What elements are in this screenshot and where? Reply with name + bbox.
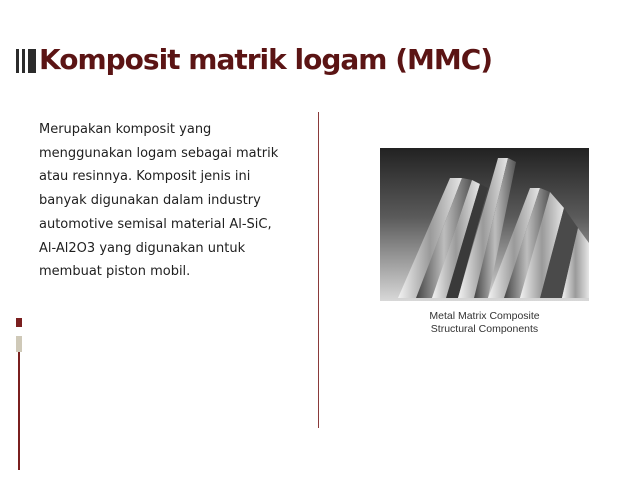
left-accent-strip [16, 318, 22, 470]
caption-line: Structural Components [430, 323, 539, 335]
title-bar-stripe [22, 49, 25, 73]
body-line: atau resinnya. Komposit jenis ini [39, 169, 251, 185]
caption-line: Metal Matrix Composite [429, 310, 540, 322]
title-bar-decoration [16, 49, 36, 73]
accent-block [16, 336, 22, 352]
slide-body-text [39, 118, 314, 284]
title-bar-stripe [16, 49, 19, 73]
body-line: membuat piston mobil. [39, 264, 191, 280]
title-bar-stripe [28, 49, 36, 73]
body-line: automotive semisal material Al-SiC, [39, 216, 272, 232]
body-line: menggunakan logam sebagai matrik [39, 145, 279, 161]
body-line: Merupakan komposit yang [39, 122, 212, 137]
slide-title: Komposit matrik logam (MMC) [39, 43, 493, 76]
mmc-components-photo [380, 148, 589, 301]
accent-line [18, 352, 20, 470]
accent-cap [16, 318, 22, 327]
photo-caption [380, 310, 589, 336]
column-divider [318, 112, 319, 428]
body-line: Al-Al2O3 yang digunakan untuk [39, 240, 246, 256]
body-line: banyak digunakan dalam industry [39, 193, 261, 209]
